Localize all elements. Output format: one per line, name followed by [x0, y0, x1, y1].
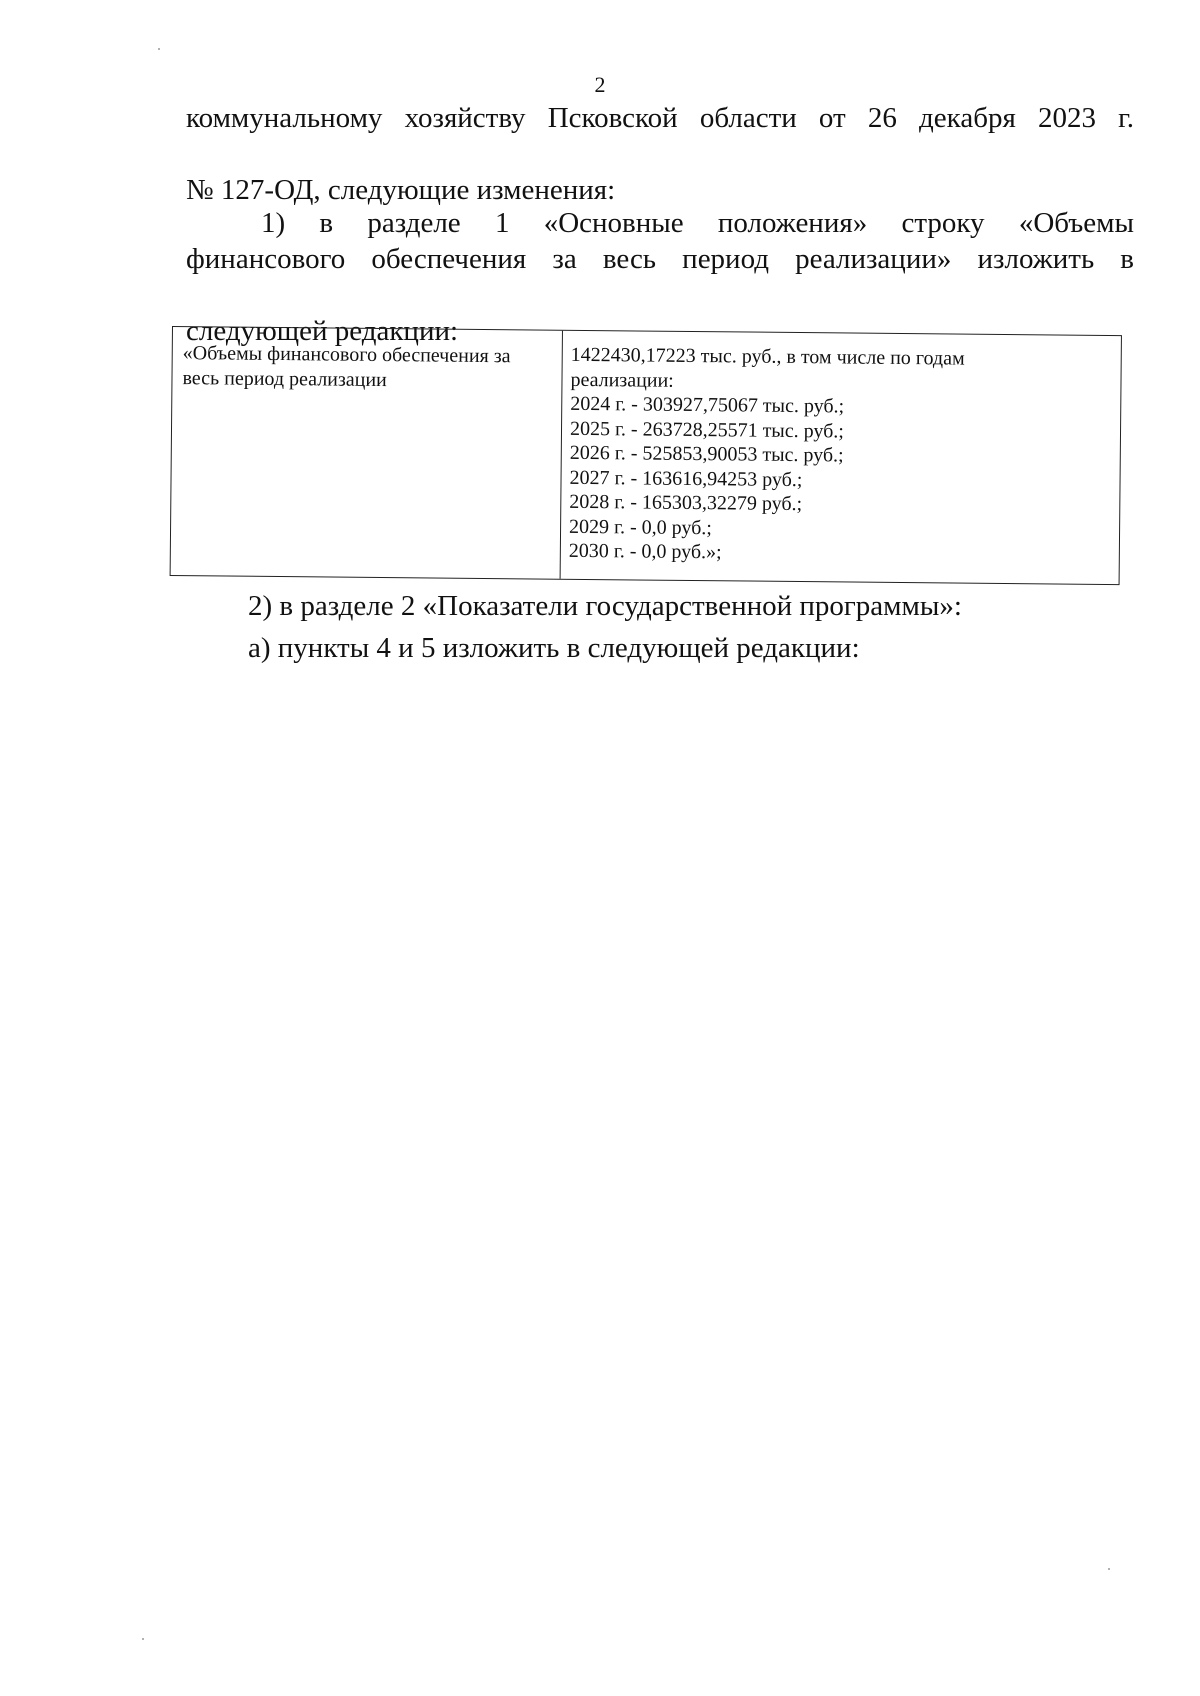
scan-speck: [158, 48, 160, 50]
table-right-line: 2024 г. - 303927,75067 тыс. руб.;: [570, 392, 845, 418]
paragraph-intro-line2: № 127-ОД, следующие изменения:: [186, 174, 616, 206]
item-2: 2) в разделе 2 «Показатели государственной программы»:: [248, 590, 962, 622]
table-right-cell: [561, 331, 1121, 584]
table-right-line: 2028 г. - 165303,32279 руб.;: [569, 490, 803, 516]
item-1-line1: 1) в разделе 1 «Основные положения» строку «Объемы: [261, 207, 1134, 239]
table-right-line: 2025 г. - 263728,25571 тыс. руб.;: [569, 417, 845, 442]
page-number: 2: [594, 72, 606, 97]
table-right-line: 2026 г. - 525853,90053 тыс. руб.;: [569, 441, 844, 467]
item-1-line2: финансового обеспечения за весь период реализации» изложить в: [186, 243, 1134, 275]
table-left-line: весь период реализации: [182, 366, 387, 391]
table-left-line: «Объемы финансового обеспечения за: [182, 342, 511, 368]
table-right-line: 2030 г. - 0,0 руб.»;: [568, 539, 722, 564]
table-right-line: 2027 г. - 163616,94253 руб.;: [569, 466, 803, 491]
table-right-line: 1422430,17223 тыс. руб., в том числе по годам: [570, 343, 965, 370]
item-1-line3: следующей редакции:: [186, 315, 459, 347]
scan-speck: [1108, 1568, 1110, 1570]
table-left-cell: [171, 327, 563, 579]
item-2a: а) пункты 4 и 5 изложить в следующей редакции:: [248, 632, 860, 664]
financing-table: [170, 326, 1122, 585]
scan-speck: [142, 1638, 144, 1640]
paragraph-intro-line1: коммунальному хозяйству Псковской области от 26 декабря 2023 г.: [186, 102, 1134, 134]
table-right-line: 2029 г. - 0,0 руб.;: [568, 515, 713, 539]
table-right-line: реализации:: [570, 368, 674, 392]
